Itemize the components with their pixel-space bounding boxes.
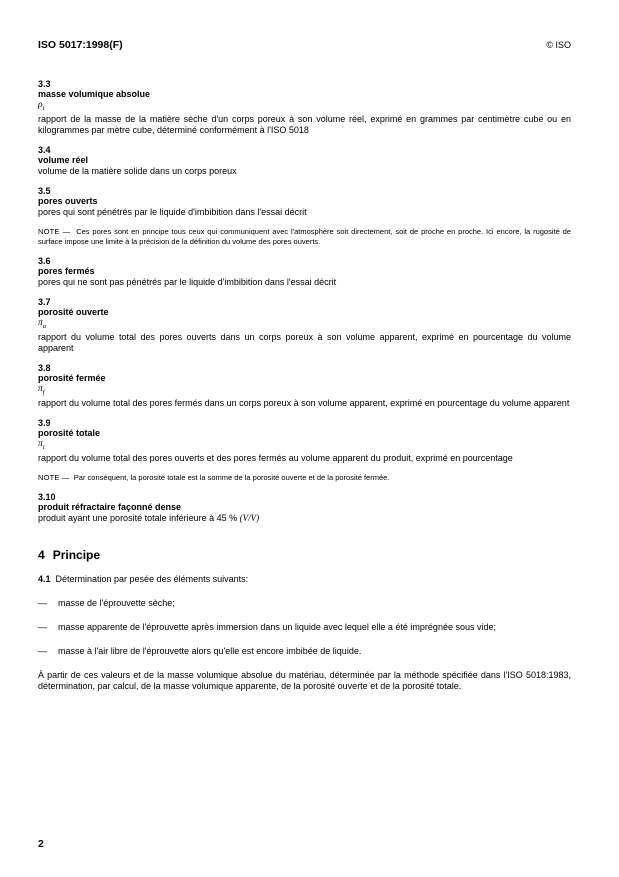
term-name: produit réfractaire façonné dense	[38, 501, 182, 512]
copyright-notice: © ISO	[546, 40, 571, 50]
term-symbol: $\rho_t$	[38, 100, 45, 112]
term-name: volume réel	[38, 154, 89, 165]
term-definition: rapport du volume total des pores ouverts et des pores fermés au volume apparent du produit, exprimé en pourcentage	[38, 452, 513, 463]
term-3-5	[38, 186, 571, 247]
term-definition: rapport du volume total des pores fermés dans un corps poreux à son volume apparent, exprimé en pourcentage du volume apparent	[38, 397, 570, 408]
note-label: NOTE —	[38, 226, 71, 236]
term-3-9	[38, 418, 571, 483]
term-name: pores ouverts	[38, 195, 98, 206]
note-text: Ces pores sont en principe tous ceux qui communiquent avec l'atmosphère soit directement, soit de proche en proche. Ici encore, la rugosité de surface impose une limite à la précision de la définition du volume des pores ouverts.	[38, 226, 571, 246]
term-name: porosité fermée	[38, 372, 106, 383]
note-text: Par conséquent, la porosité totale est la somme de la porosité ouverte et de la porosité fermée.	[73, 472, 390, 482]
term-3-7	[38, 297, 571, 354]
term-3-4	[38, 145, 571, 177]
term-definition: produit ayant une porosité totale inférieure à 45 % (V/V)	[38, 512, 260, 523]
list-dash: —	[38, 621, 47, 632]
list-item	[38, 598, 571, 609]
term-symbol: $\pi_t$	[38, 438, 45, 451]
principle-paragraph: À partir de ces valeurs et de la masse volumique absolue du matériau, déterminée par la méthode spécifiée dans l'ISO 5018:1983, détermination, par calcul, de la masse volumique apparente, de la porosité ouverte et de la porosité totale.	[38, 669, 571, 691]
page-content	[38, 79, 571, 692]
list-dash: —	[38, 645, 47, 656]
term-number: 3.5	[38, 185, 51, 196]
subclause-number: 4.1	[38, 573, 51, 584]
term-3-8	[38, 363, 571, 409]
list-item	[38, 646, 571, 657]
term-3-10	[38, 492, 571, 524]
term-note	[38, 227, 571, 247]
term-number: 3.7	[38, 296, 51, 307]
list-item-text: masse apparente de l'éprouvette après immersion dans un liquide avec lequel elle a été imprégnée sous vide;	[58, 621, 496, 632]
term-name: porosité totale	[38, 427, 101, 438]
term-3-3	[38, 79, 571, 136]
term-number: 3.3	[38, 79, 51, 89]
term-definition: pores qui sont pénétrés par le liquide d'imbibition dans l'essai décrit	[38, 206, 307, 217]
term-definition: rapport de la masse de la matière sèche d'un corps poreux à son volume réel, exprimé en grammes par centimètre cube ou en kilogrammes par mètre cube, déterminé conformément à l'ISO 5018	[38, 113, 571, 135]
list-item-text: masse de l'éprouvette sèche;	[58, 597, 175, 608]
list-item-text: masse à l'air libre de l'éprouvette alors qu'elle est encore imbibée de liquide.	[58, 645, 362, 656]
term-number: 3.4	[38, 144, 51, 155]
section-number: 4	[38, 547, 45, 562]
term-number: 3.8	[38, 362, 51, 373]
term-number: 3.6	[38, 255, 51, 266]
note-label: NOTE —	[38, 472, 70, 482]
term-definition: pores qui ne sont pas pénétrés par le liquide d'imbibition dans l'essai décrit	[38, 276, 337, 287]
term-3-6	[38, 256, 571, 288]
term-symbol: $\pi_f$	[38, 383, 45, 396]
section-heading	[38, 548, 571, 562]
term-symbol: $\pi_a$	[38, 317, 47, 330]
subclause-text: Détermination par pesée des éléments suivants:	[55, 573, 249, 584]
list-item	[38, 622, 571, 633]
list-dash: —	[38, 597, 47, 608]
term-definition: volume de la matière solide dans un corps poreux	[38, 165, 237, 176]
term-note	[38, 473, 571, 483]
term-definition: rapport du volume total des pores ouverts dans un corps poreux à son volume apparent, exprimé en pourcentage du volume apparent	[38, 331, 571, 353]
subclause-4-1	[38, 574, 571, 585]
term-number: 3.10	[38, 491, 56, 502]
section-title: Principe	[52, 547, 101, 562]
page-number: 2	[38, 838, 44, 850]
term-number: 3.9	[38, 417, 51, 428]
term-name: masse volumique absolue	[38, 89, 151, 99]
term-name: porosité ouverte	[38, 306, 109, 317]
document-id: ISO 5017:1998(F)	[38, 39, 123, 51]
term-name: pores fermés	[38, 265, 95, 276]
term-definition-unit: (V/V)	[239, 512, 260, 523]
